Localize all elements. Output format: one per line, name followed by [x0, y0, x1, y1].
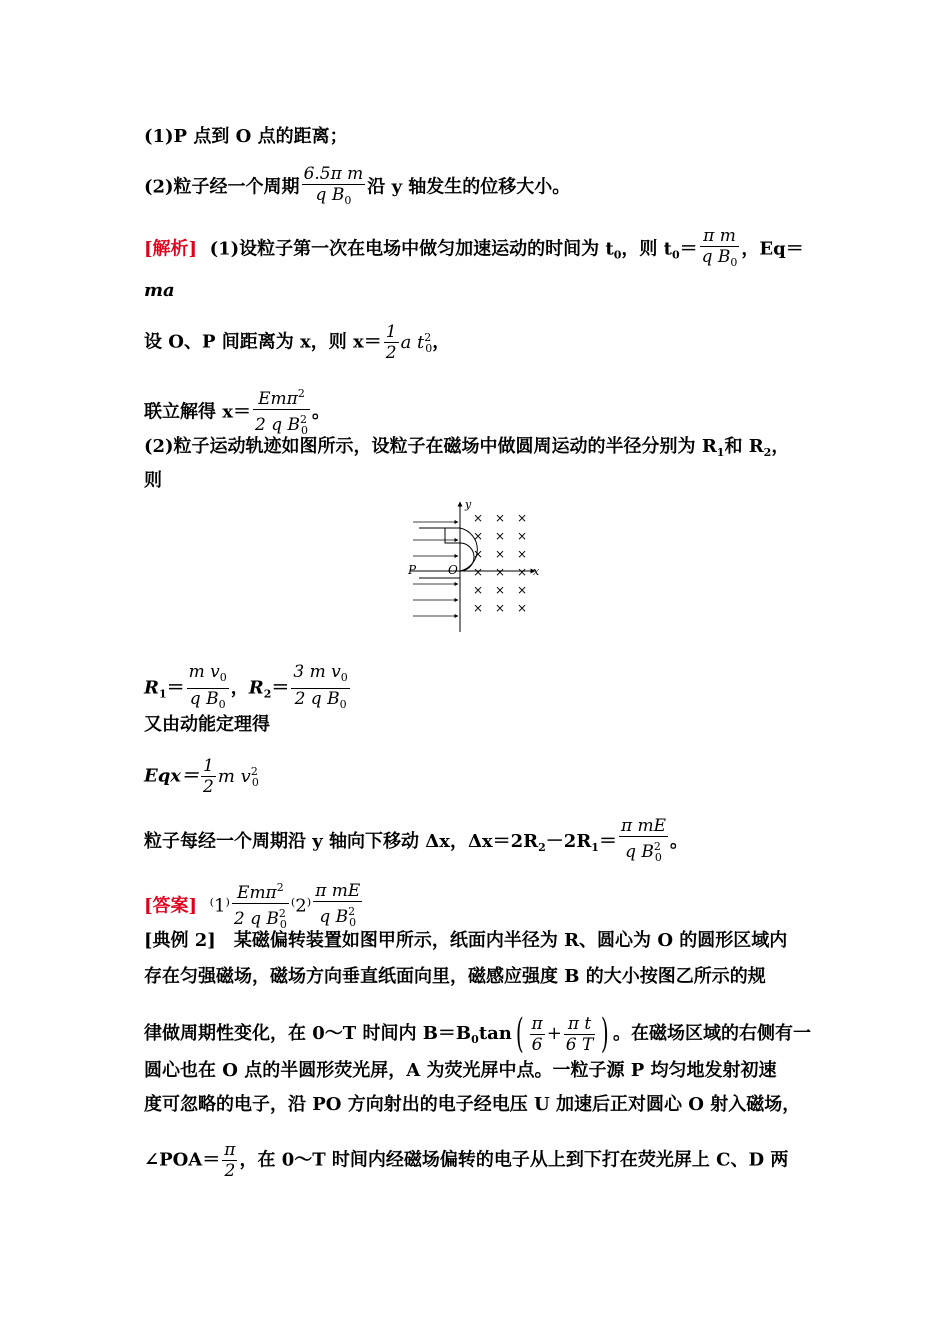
svg-text:×: ×	[517, 547, 528, 561]
analysis-line-4: (2)粒子运动轨迹如图所示，设粒子在磁场中做圆周运动的半径分别为 $R_1$和 $R_2$，	[144, 436, 790, 459]
example2-line-5: 度可忽略的电子，沿 PO 方向射出的电子经电压 U 加速后正对圆心 O 射入磁场，	[144, 1094, 801, 1115]
example2-line-2: 存在匀强磁场，磁场方向垂直纸面向里，磁感应强度 B 的大小按图乙所示的规	[144, 966, 766, 987]
svg-text:×: ×	[495, 511, 506, 525]
svg-text:×: ×	[517, 529, 528, 543]
magnetic-field-crosses	[473, 511, 527, 615]
svg-text:×: ×	[473, 511, 484, 525]
r1-fraction: $\frac{m v_0}{q B_0}$	[188, 662, 227, 711]
a2-fraction: $\frac{1}{2}$	[385, 322, 397, 363]
ex2-fraction-2: $\frac{\text{π t}}{6 T}$	[565, 1013, 594, 1055]
svg-text:×: ×	[495, 565, 506, 579]
ex2-fraction-3: $\frac{\pi}{2}$	[224, 1140, 236, 1181]
analysis-line-3: 联立解得 x＝ $\frac{Em\pi^2}{2 q B^2_0}$ 。	[144, 384, 330, 441]
analysis-line-2: 设 O、P 间距离为 x，则 x＝ $\frac{1}{2}$ a $t^2_0$，	[144, 322, 451, 363]
example2-line-1: [典例 2] 某磁偏转装置如图甲所示，纸面内半径为 R、圆心为 O 的圆形区域内	[144, 930, 788, 951]
svg-text:×: ×	[473, 565, 484, 579]
example2-line-6: ∠POA＝ $\frac{\pi}{2}$ ，在 0～T 时间内经磁场偏转的电子从上到下打在荧光屏上 C、D 两	[144, 1140, 789, 1181]
answer-line: [答案] ⁽1⁾ $\frac{Em\pi^2}{2 q B^2_0}$ ⁽2⁾ $\frac{\text{π mE}}{q B^2_0}$	[144, 878, 364, 935]
dx-fraction: $\frac{\text{π mE}}{q B^2_0}$	[620, 816, 667, 864]
svg-text:×: ×	[473, 601, 484, 615]
example2-line-3: 律做周期性变化，在 0～T 时间内 $B=B_0\tan$( $\frac{\pi}{6}$ + $\frac{\text{π t}}{6 T}$ ) 。在磁场区域的右侧有一	[144, 1011, 811, 1057]
y-axis-label: y	[465, 498, 472, 511]
x-axis-label: x	[533, 565, 540, 578]
example2-line-4: 圆心也在 O 点的半圆形荧光屏，A 为荧光屏中点。一粒子源 P 均匀地发射初速	[144, 1060, 777, 1081]
svg-text:×: ×	[517, 583, 528, 597]
question-1: (1)P 点到 O 点的距离；	[144, 126, 348, 147]
analysis-tag: [解析]	[144, 238, 198, 260]
svg-text:×: ×	[495, 601, 506, 615]
answer-tag: [答案]	[144, 895, 198, 917]
trajectory-diagram	[405, 496, 555, 636]
svg-text:×: ×	[495, 583, 506, 597]
ans1-fraction: $\frac{Em\pi^2}{2 q B^2_0}$	[232, 878, 289, 935]
r2-fraction: $\frac{3 m v_0}{2 q B_0}$	[293, 662, 348, 711]
ans2-fraction: $\frac{\text{π mE}}{q B^2_0}$	[315, 880, 361, 929]
ex2-fraction-1: $\frac{\pi}{6}$	[531, 1013, 543, 1055]
svg-text:×: ×	[495, 547, 506, 561]
a3-fraction: $\frac{Em\pi^2}{2 q B^2_0}$	[253, 384, 310, 441]
svg-text:×: ×	[473, 583, 484, 597]
question-2: (2)粒子经一个周期 $\frac{\text{6.5π m}}{q B_0}$ 沿 y 轴发生的位移大小。	[144, 164, 570, 211]
svg-text:×: ×	[473, 529, 484, 543]
energy-equation: Eqx＝ $\frac{1}{2}$ m $v^2_0$	[144, 756, 259, 797]
q2-fraction: $\frac{\text{6.5π m}}{q B_0}$	[303, 164, 364, 207]
svg-text:×: ×	[517, 511, 528, 525]
point-o-label: O	[448, 563, 458, 577]
analysis-ma: ma	[144, 280, 175, 301]
analysis-line-4b: 则	[144, 470, 162, 491]
point-p-label: P	[408, 563, 417, 577]
radius-equations: $R_1=$ $\frac{m v_0}{q B_0}$ ，$R_2=$ $\frac{3 m v_0}{2 q B_0}$	[144, 662, 352, 715]
displacement-equation: 粒子每经一个周期沿 y 轴向下移动 Δx，$\Delta x=2R_2-2R_1=$ $\frac{\text{π mE}}{q B^2_0}$ 。	[144, 816, 688, 868]
svg-text:×: ×	[517, 601, 528, 615]
analysis-line-1: [解析] (1)设粒子第一次在电场中做匀加速运动的时间为 $t_0$，则 $t_0=$ $\frac{\text{π m}}{q B_0}$ ，Eq＝	[144, 226, 804, 273]
svg-text:×: ×	[517, 565, 528, 579]
svg-text:×: ×	[473, 547, 484, 561]
energy-theorem-text: 又由动能定理得	[144, 714, 270, 735]
svg-text:×: ×	[495, 529, 506, 543]
a1-fraction: $\frac{\text{π m}}{q B_0}$	[701, 226, 738, 269]
eqx-fraction: $\frac{1}{2}$	[203, 756, 214, 797]
